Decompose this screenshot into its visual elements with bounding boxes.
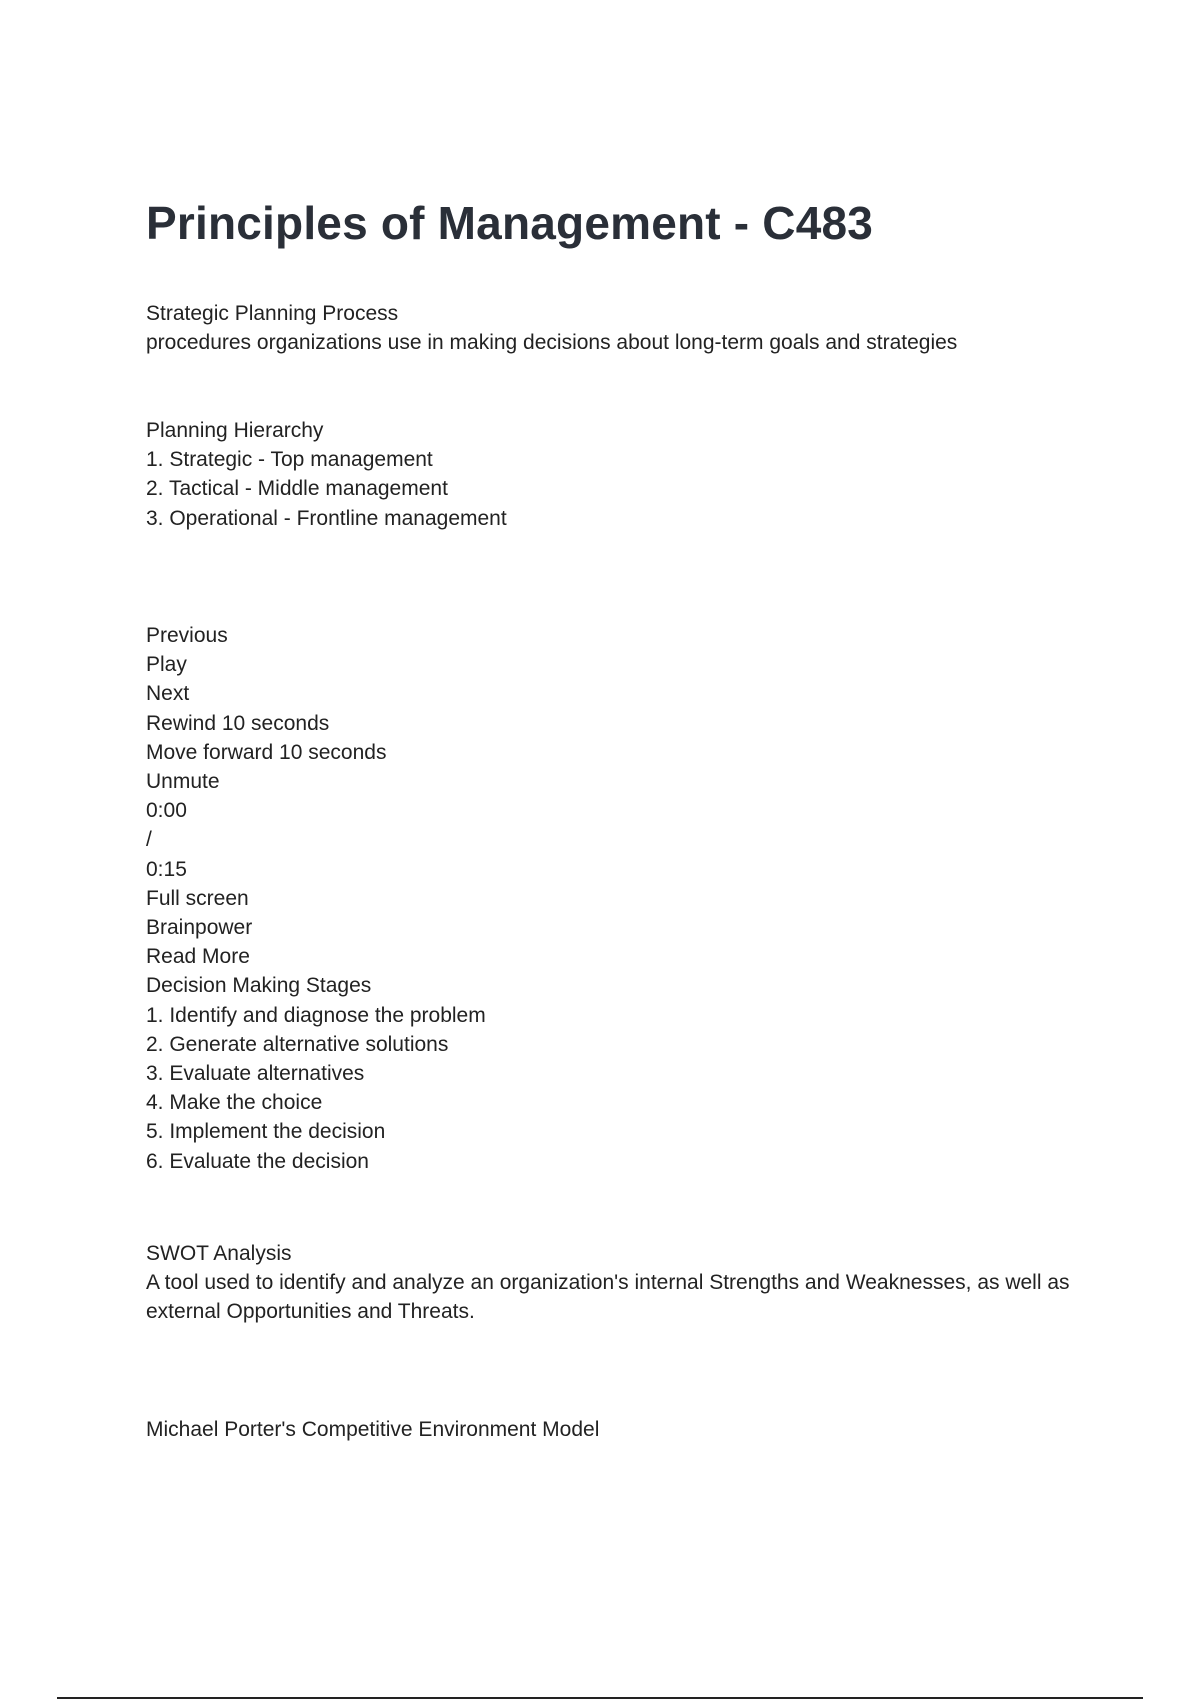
- page-title: Principles of Management - C483: [146, 197, 874, 249]
- decision-stage-item: 6. Evaluate the decision: [146, 1149, 369, 1173]
- current-time: 0:00: [146, 799, 187, 823]
- forward-button[interactable]: Move forward 10 seconds: [146, 740, 387, 764]
- time-separator: /: [146, 828, 152, 852]
- decision-stage-item: 5. Implement the decision: [146, 1120, 386, 1144]
- play-button[interactable]: Play: [146, 653, 187, 677]
- term-swot: SWOT Analysis: [146, 1242, 292, 1265]
- read-more-link[interactable]: Read More: [146, 945, 250, 969]
- definition-swot: A tool used to identify and analyze an organization's internal Strengths and Weaknesses, as well as external Opportunities and Threats.: [146, 1271, 1070, 1324]
- rewind-button[interactable]: Rewind 10 seconds: [146, 711, 330, 735]
- term-strategic-planning: Strategic Planning Process: [146, 302, 399, 325]
- duration: 0:15: [146, 857, 187, 881]
- flashcard-strategic-planning: [146, 299, 1076, 357]
- flashcard-planning-hierarchy: [146, 416, 1076, 533]
- term-decision-making: Decision Making Stages: [146, 974, 372, 998]
- definition-strategic-planning: procedures organizations use in making decisions about long-term goals and strategies: [146, 331, 958, 355]
- flashcard-porter: [146, 1415, 1076, 1444]
- decision-stage-item: 1. Identify and diagnose the problem: [146, 1003, 486, 1027]
- flashcard-swot: [146, 1239, 1076, 1327]
- previous-button[interactable]: Previous: [146, 624, 228, 647]
- decision-stage-item: 2. Generate alternative solutions: [146, 1032, 449, 1056]
- next-button[interactable]: Next: [146, 682, 190, 706]
- fullscreen-button[interactable]: Full screen: [146, 886, 249, 910]
- decision-stage-item: 3. Evaluate alternatives: [146, 1062, 365, 1086]
- hierarchy-item: 2. Tactical - Middle management: [146, 477, 448, 501]
- term-planning-hierarchy: Planning Hierarchy: [146, 419, 324, 442]
- term-porter: Michael Porter's Competitive Environment Model: [146, 1418, 600, 1441]
- footer-divider: [57, 1697, 1143, 1699]
- hierarchy-item: 1. Strategic - Top management: [146, 448, 433, 472]
- brand-link[interactable]: Brainpower: [146, 916, 253, 940]
- decision-stage-item: 4. Make the choice: [146, 1091, 323, 1115]
- hierarchy-item: 3. Operational - Frontline management: [146, 506, 507, 530]
- media-player-and-decision-stages: [146, 621, 1076, 1176]
- unmute-button[interactable]: Unmute: [146, 770, 220, 794]
